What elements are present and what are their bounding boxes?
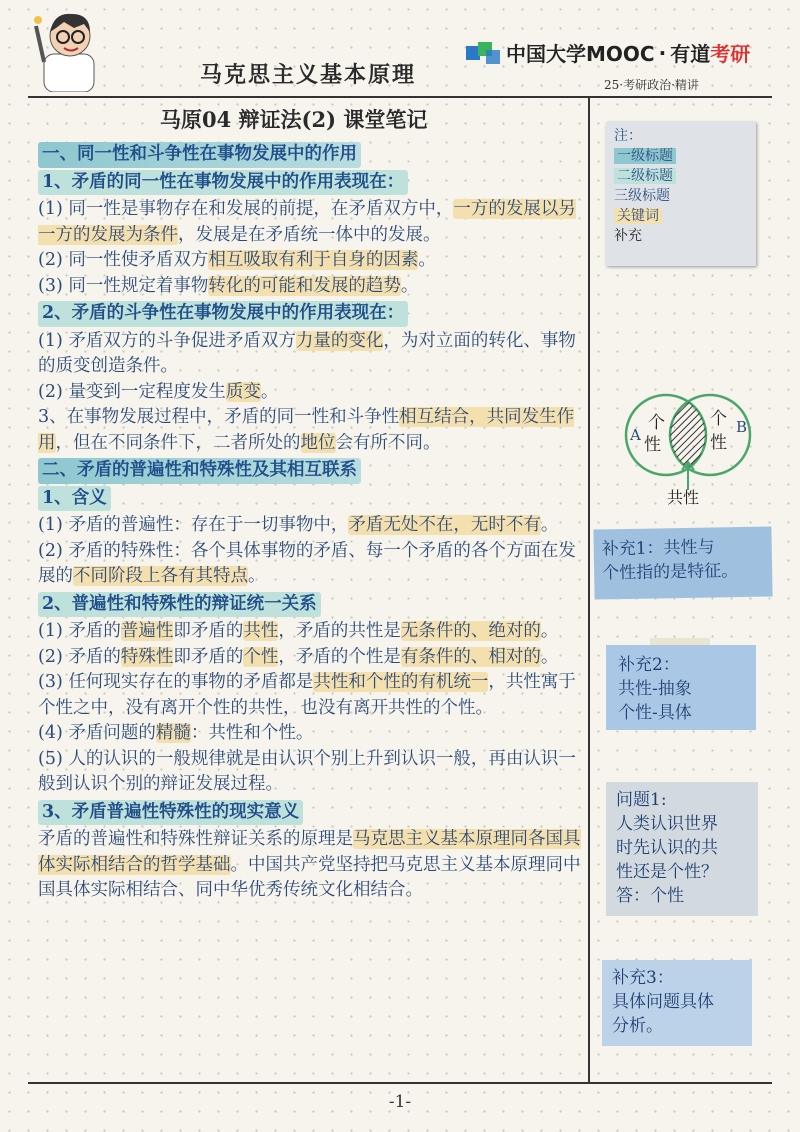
keyword: 马克思主义基本原理同各国具体实际相结合的哲学基础 <box>38 829 581 875</box>
legend-level2: 二级标题 <box>614 168 676 184</box>
paragraph: (5) 人的认识的一般规律就是由认识个别上升到认识一般，再由认识一般到认识个别的辩证发展过程。 <box>38 748 576 794</box>
heading-2: 1、矛盾的同一性在事物发展中的作用表现在： <box>38 170 408 196</box>
card-text: 个性指的是特征。 <box>601 561 739 584</box>
keyword: 普遍性 <box>120 621 174 641</box>
paragraph: 3、在事物发展过程中，矛盾的同一性和斗争性相互结合，共同发生作用，但在不同条件下，二者所处的地位会有所不同。 <box>38 407 575 453</box>
keyword: 转化的可能和发展的趋势 <box>208 275 401 296</box>
venn-b-text2: 性 <box>710 433 727 453</box>
keyword: 地位 <box>300 432 336 453</box>
logo-dot: · <box>658 40 667 65</box>
venn-a-label: A <box>630 426 641 444</box>
card-text: 补充1：共性与 <box>601 537 715 560</box>
keyword: 力量的变化 <box>295 330 384 351</box>
heading-2: 2、矛盾的斗争性在事物发展中的作用表现在： <box>38 301 408 327</box>
avatar-cartoon-icon <box>34 6 112 92</box>
venn-b-text1: 个 <box>710 409 727 429</box>
heading-1: 二、矛盾的普遍性和特殊性及其相互联系 <box>38 458 361 484</box>
keyword: 共性 <box>243 621 279 641</box>
keyword: 特殊性 <box>120 646 174 667</box>
paragraph: (2) 量变到一定程度发生质变。 <box>38 381 279 402</box>
keyword: 相互吸取有利于自身的因素 <box>208 250 419 270</box>
paragraph: 矛盾的普遍性和特殊性辩证关系的原理是马克思主义基本原理同各国具体实际相结合的哲学基础。中国共产党坚持把马克思主义基本原理同中国具体实际相结合、同中华优秀传统文化相结合。 <box>38 829 581 900</box>
paragraph: (2) 同一性使矛盾双方相互吸取有利于自身的因素。 <box>38 250 436 270</box>
keyword: 精髓 <box>155 723 191 743</box>
venn-diagram <box>616 390 756 500</box>
book-title: 马克思主义基本原理 <box>200 62 417 88</box>
logo-main-text: 中国大学MOOC <box>506 42 655 66</box>
footer-divider <box>28 1082 772 1084</box>
legend-card <box>606 122 756 266</box>
venn-a-text1: 个 <box>648 413 665 433</box>
card-text: 答：个性 <box>616 886 684 906</box>
card-text: 共性-抽象 <box>618 679 692 699</box>
heading-2: 2、普遍性和特殊性的辩证统一关系 <box>38 592 321 618</box>
keyword: 共性和个性的有机统一 <box>313 672 489 692</box>
keyword: 矛盾无处不在，无时不有 <box>348 515 541 535</box>
keyword: 相互结合，共同发生作用 <box>38 407 575 453</box>
paragraph: (3) 任何现实存在的事物的矛盾都是共性和个性的有机统一，共性寓于个性之中，没有离开个性的共性，也没有离开共性的个性。 <box>38 672 576 718</box>
card-text: 人类认识世界 <box>616 814 718 834</box>
page-number: -1- <box>388 1092 412 1112</box>
heading-2: 1、含义 <box>38 486 111 512</box>
tagline: 25·考研政治·精讲 <box>604 78 699 92</box>
card-text: 分析。 <box>612 1016 663 1036</box>
heading-1: 一、同一性和斗争性在事物发展中的作用 <box>38 142 361 168</box>
paragraph: (4) 矛盾问题的精髓：共性和个性。 <box>38 723 314 743</box>
card-text: 补充2： <box>618 655 680 675</box>
paragraph: (1) 矛盾的普遍性即矛盾的共性，矛盾的共性是无条件的、绝对的。 <box>38 621 559 641</box>
legend-level1: 一级标题 <box>614 148 676 164</box>
column-divider <box>588 96 590 1082</box>
mooc-logo-icon <box>466 42 500 64</box>
card-text: 性还是个性？ <box>616 862 718 882</box>
paragraph: (1) 同一性是事物存在和发展的前提，在矛盾双方中，一方的发展以另一方的发展为条件，发展是在矛盾统一体中的发展。 <box>38 199 576 245</box>
card-text: 补充3： <box>612 968 674 988</box>
supplement-card-3 <box>602 960 752 1046</box>
card-text: 问题1: <box>616 790 667 810</box>
card-text: 时先认识的共 <box>616 838 718 858</box>
paragraph: (3) 同一性规定着事物转化的可能和发展的趋势。 <box>38 275 419 296</box>
supplement-card-2 <box>606 645 756 730</box>
keyword: 质变 <box>225 381 261 402</box>
logo-brand-b: 考研 <box>710 42 751 66</box>
venn-a-text2: 性 <box>644 435 661 455</box>
heading-2: 3、矛盾普遍性特殊性的现实意义 <box>38 800 303 826</box>
legend-supplement: 补充 <box>614 228 642 244</box>
keyword: 不同阶段上各有其特点 <box>73 566 248 586</box>
legend-keyword: 关键词 <box>614 208 662 224</box>
paragraph: (2) 矛盾的特殊性：各个具体事物的矛盾、每一个矛盾的各个方面在发展的不同阶段上各有其特点。 <box>38 540 576 586</box>
logo-brand-a: 有道 <box>670 42 711 66</box>
venn-b-label: B <box>736 418 748 436</box>
card-text: 个性-具体 <box>618 703 692 723</box>
legend-title: 注： <box>614 128 642 144</box>
card-text: 具体问题具体 <box>612 992 714 1012</box>
keyword: 无条件的、绝对的 <box>400 621 541 641</box>
paragraph: (1) 矛盾双方的斗争促进矛盾双方力量的变化，为对立面的转化、事物的质变创造条件。 <box>38 330 576 376</box>
brand-logo <box>466 38 750 67</box>
main-content <box>38 140 588 904</box>
legend-level3: 三级标题 <box>614 188 670 204</box>
note-title: 马原04 辩证法(2) 课堂笔记 <box>160 107 428 132</box>
keyword: 一方的发展以另一方的发展为条件 <box>38 199 576 245</box>
paragraph: (1) 矛盾的普遍性：存在于一切事物中，矛盾无处不在，无时不有。 <box>38 515 559 535</box>
paragraph: (2) 矛盾的特殊性即矛盾的个性，矛盾的个性是有条件的、相对的。 <box>38 646 559 667</box>
question-card-1 <box>606 782 758 916</box>
keyword: 个性 <box>243 646 279 667</box>
supplement-card-1 <box>593 526 772 599</box>
header-divider <box>28 96 772 98</box>
venn-caption: 共性 <box>667 488 700 507</box>
keyword: 有条件的、相对的 <box>400 646 541 667</box>
